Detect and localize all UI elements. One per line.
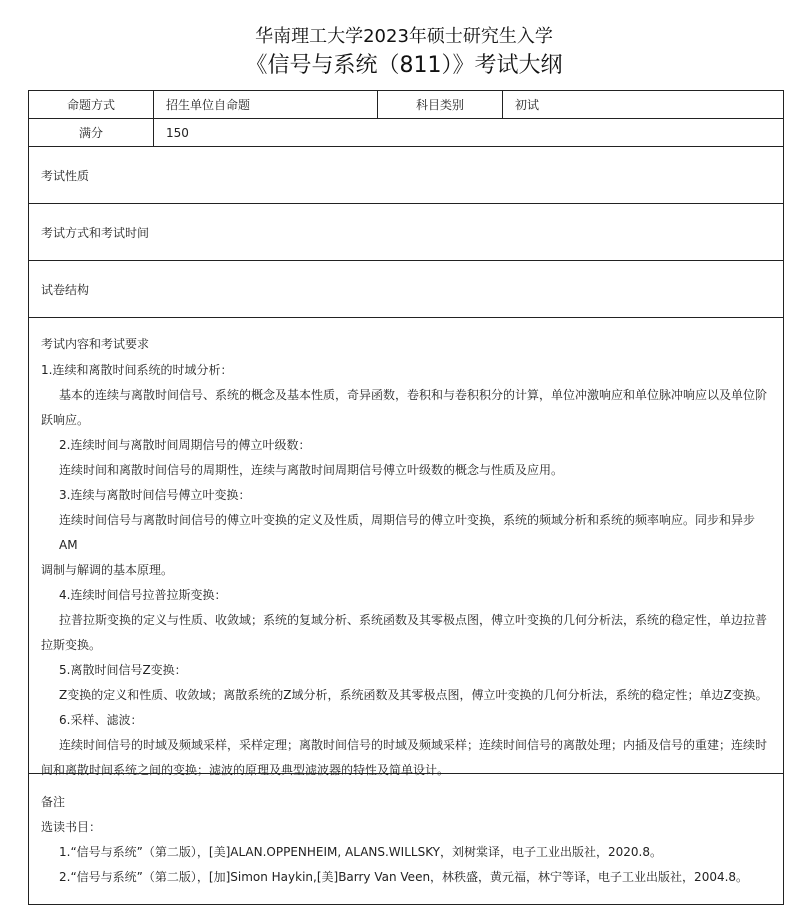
section-paper-structure xyxy=(29,261,783,318)
section-exam-nature xyxy=(29,147,783,204)
section-exam-method xyxy=(29,204,783,261)
content-item-line: 拉普拉斯变换的定义与性质、收敛域；系统的复域分析、系统函数及其零极点图，傅立叶变换的几何分析法，系统的稳定性，单边拉普 xyxy=(59,613,768,627)
syllabus-table xyxy=(28,90,784,905)
exam-content-label: 考试内容和考试要求 xyxy=(41,337,150,351)
content-item-title: 6.采样、滤波： xyxy=(59,713,143,727)
content-item-line: 拉斯变换。 xyxy=(41,638,102,652)
content-item-line: 基本的连续与离散时间信号、系统的概念及基本性质，奇异函数，卷积和与卷积积分的计算，单位冲激响应和单位脉冲响应以及单位阶 xyxy=(59,388,768,402)
content-item-line: 跃响应。 xyxy=(41,413,90,427)
content-item-title: 3.连续与离散时间信号傅立叶变换： xyxy=(59,488,251,502)
notes-body xyxy=(29,774,783,890)
section-exam-nature-label: 考试性质 xyxy=(41,168,90,183)
section-exam-method-label: 考试方式和考试时间 xyxy=(41,225,150,240)
mode-label: 命题方式 xyxy=(29,91,154,118)
section-exam-content xyxy=(29,318,783,777)
book-item: 2.“信号与系统”（第二版），[加]Simon Haykin,[美]Barry Van Veen，林秩盛，黄元福，林宁等译，电子工业出版社，2004.8。 xyxy=(59,870,749,884)
section-notes xyxy=(29,774,783,904)
exam-content-body xyxy=(29,318,783,783)
category-label: 科目类别 xyxy=(378,91,503,118)
content-item-line: 连续时间和离散时间信号的周期性，连续与离散时间周期信号傅立叶级数的概念与性质及应用。 xyxy=(59,463,564,477)
info-row-1 xyxy=(29,91,783,119)
score-value: 150 xyxy=(166,125,189,140)
document-title-line1: 华南理工大学2023年硕士研究生入学 xyxy=(255,26,553,47)
document-title-line2: 《信号与系统（811）》考试大纲 xyxy=(245,53,563,78)
score-label: 满分 xyxy=(29,119,154,146)
info-row-2 xyxy=(29,119,783,147)
content-item-title: 5.离散时间信号Z变换： xyxy=(59,663,187,677)
content-item-title: 2.连续时间与离散时间周期信号的傅立叶级数： xyxy=(59,438,311,452)
content-item-line: 连续时间信号的时域及频域采样，采样定理；离散时间信号的时域及频域采样；连续时间信号的离散处理；内插及信号的重建；连续时 xyxy=(59,738,768,752)
mode-value: 招生单位自命题 xyxy=(154,91,378,118)
books-label: 选读书目： xyxy=(41,820,102,834)
book-item: 1.“信号与系统”（第二版），[美]ALAN.OPPENHEIM, ALANS.WILLSKY，刘树棠译，电子工业出版社，2020.8。 xyxy=(59,845,662,859)
section-paper-structure-label: 试卷结构 xyxy=(41,282,90,297)
content-item-line: Z变换的定义和性质、收敛域；离散系统的Z域分析，系统函数及其零极点图，傅立叶变换的几何分析法，系统的稳定性；单边Z变换。 xyxy=(59,688,768,702)
notes-label: 备注 xyxy=(41,795,66,809)
content-item-line: 连续时间信号与离散时间信号的傅立叶变换的定义及性质，周期信号的傅立叶变换，系统的频域分析和系统的频率响应。同步和异步AM xyxy=(59,513,756,552)
content-item-title: 4.连续时间信号拉普拉斯变换： xyxy=(59,588,227,602)
content-item-line: 调制与解调的基本原理。 xyxy=(41,563,174,577)
content-item-title: 1.连续和离散时间系统的时域分析： xyxy=(41,363,233,377)
content-item-line: 间和离散时间系统之间的变换；滤波的原理及典型滤波器的特性及简单设计。 xyxy=(41,763,450,777)
category-value: 初试 xyxy=(515,98,540,112)
